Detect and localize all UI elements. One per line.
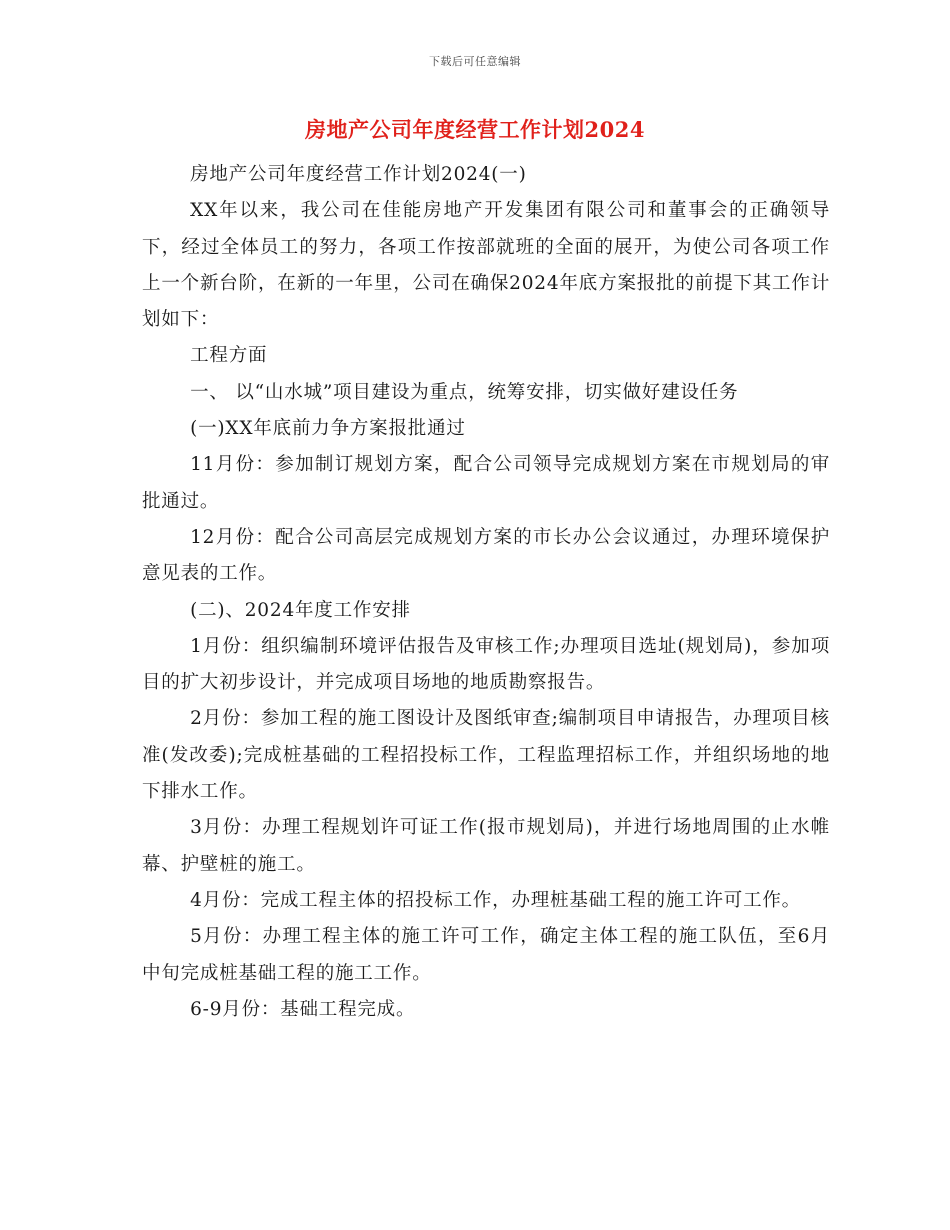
subsection-heading: (二)、2024年度工作安排	[190, 599, 411, 621]
document-title: 房地产公司年度经营工作计划2024	[305, 117, 645, 142]
section-heading: 工程方面	[190, 345, 268, 367]
paragraph: 1月份：组织编制环境评估报告及审核工作;办理项目选址(规划局)，参加项目的扩大初步设计，并完成项目场地的地质勘察报告。	[142, 635, 830, 694]
page-header: 下载后可任意编辑	[429, 55, 521, 68]
subsection-heading: (一)XX年底前力争方案报批通过	[190, 418, 466, 440]
paragraph: 4月份：完成工程主体的招投标工作，办理桩基础工程的施工许可工作。	[190, 889, 801, 911]
paragraph: XX年以来，我公司在佳能房地产开发集团有限公司和董事会的正确领导下，经过全体员工的努力，各项工作按部就班的全面的展开，为使公司各项工作上一个新台阶，在新的一年里，公司在确保2024年底方案报批的前提下其工作计划如下：	[142, 200, 830, 331]
paragraph: 2月份：参加工程的施工图设计及图纸审查;编制项目申请报告，办理项目核准(发改委);完成桩基础的工程招投标工作，工程监理招标工作，并组织场地的地下排水工作。	[142, 708, 830, 803]
paragraph: 3月份：办理工程规划许可证工作(报市规划局)，并进行场地周围的止水帷幕、护壁桩的施工。	[142, 817, 830, 875]
paragraph: 6-9月份：基础工程完成。	[190, 998, 416, 1020]
paragraph: 11月份：参加制订规划方案，配合公司领导完成规划方案在市规划局的审批通过。	[142, 454, 830, 512]
document-body	[142, 157, 830, 1028]
paragraph: 房地产公司年度经营工作计划2024(一)	[190, 164, 527, 185]
paragraph: 12月份：配合公司高层完成规划方案的市长办公会议通过，办理环境保护意见表的工作。	[142, 526, 830, 585]
paragraph: 5月份：办理工程主体的施工许可工作，确定主体工程的施工队伍，至6月中旬完成桩基础工程的施工工作。	[142, 926, 830, 984]
paragraph: 一、 以“山水城”项目建设为重点，统筹安排，切实做好建设任务	[190, 381, 739, 403]
